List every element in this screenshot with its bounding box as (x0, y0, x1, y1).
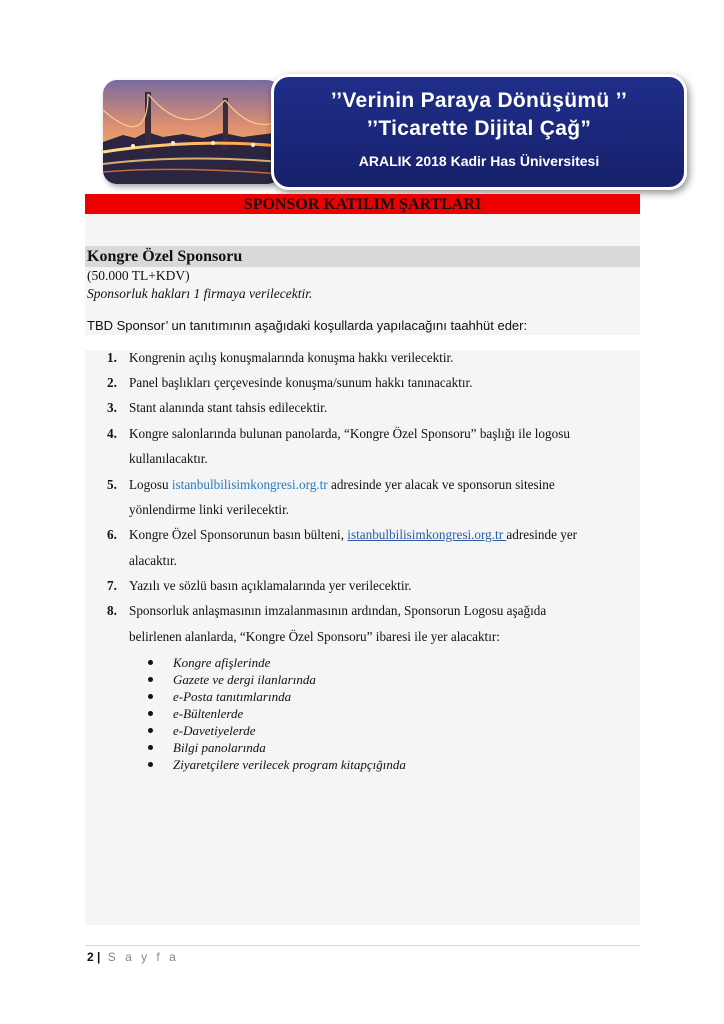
list-number: 4. (107, 426, 117, 441)
congress-site-link[interactable]: istanbulbilisimkongresi.org.tr (171, 477, 328, 492)
banner-line-3: ARALIK 2018 Kadir Has Üniversitesi (358, 153, 600, 169)
list-text (129, 522, 577, 548)
bullet-dot-icon (148, 660, 153, 665)
list-text: Panel başlıkları çerçevesinde konuşma/sunum hakkı tanınacaktır. (129, 375, 473, 390)
page-number: 2 (87, 950, 94, 964)
rights-note: Sponsorluk hakları 1 firmaya verilecektir. (87, 286, 313, 301)
list-text: alacaktır. (129, 553, 177, 568)
bullet-dot-icon (148, 711, 153, 716)
intro-text: TBD Sponsor’ un tanıtımının aşağıdaki koşullarda yapılacağını taahhüt eder: (87, 318, 528, 333)
list-number: 8. (107, 603, 117, 618)
list-number: 6. (107, 527, 117, 542)
list-text-pre: Kongre Özel Sponsorunun basın bülteni, (129, 527, 348, 542)
list-text: kullanılacaktır. (129, 451, 208, 466)
list-text: Stant alanında stant tahsis edilecektir. (129, 400, 328, 415)
price: (50.000 TL+KDV) (87, 268, 190, 283)
list-text-post: adresinde yer alacak ve sponsorun sitesine (327, 477, 555, 492)
list-text-post: adresinde yer (506, 527, 578, 542)
page-footer (87, 950, 179, 964)
list-text: Kongrenin açılış konuşmalarında konuşma hakkı verilecektir. (129, 350, 454, 365)
shade-block-top (85, 214, 640, 246)
list-number: 5. (107, 477, 117, 492)
list-number: 7. (107, 578, 117, 593)
bridge-photo (103, 80, 281, 184)
bullet-text: Bilgi panolarında (173, 740, 266, 755)
bullet-dot-icon (148, 745, 153, 750)
section-title: SPONSOR KATILIM ŞARTLARI (85, 194, 640, 214)
bullet-text: e-Davetiyelerde (173, 723, 256, 738)
list-text: yönlendirme linki verilecektir. (129, 502, 290, 517)
bullet-text: Ziyaretçilere verilecek program kitapçığında (173, 757, 406, 772)
list-text: Yazılı ve sözlü basın açıklamalarında yer verilecektir. (129, 578, 412, 593)
list-text-pre: Logosu (129, 477, 172, 492)
banner-line-1: ’’Verinin Paraya Dönüşümü ’’ (330, 89, 628, 112)
sponsor-heading: Kongre Özel Sponsoru (85, 246, 640, 267)
bullet-text: Kongre afişlerinde (173, 655, 271, 670)
footer-separator: | (97, 950, 101, 964)
list-text: Sponsorluk anlaşmasının imzalanmasının ardından, Sponsorun Logosu aşağıda (129, 603, 547, 618)
banner-title-box (271, 74, 687, 190)
bullet-dot-icon (148, 677, 153, 682)
list-text (129, 472, 555, 498)
list-number: 2. (107, 375, 117, 390)
list-text: belirlenen alanlarda, “Kongre Özel Sponsoru” ibaresi ile yer alacaktır: (129, 629, 500, 644)
bullet-text: Gazete ve dergi ilanlarında (173, 672, 316, 687)
page-label: S a y f a (107, 950, 179, 964)
list-number: 3. (107, 400, 117, 415)
congress-site-link[interactable]: istanbulbilisimkongresi.org.tr (347, 527, 507, 542)
bullet-dot-icon (148, 728, 153, 733)
congress-banner (95, 72, 687, 190)
bullet-text: e-Posta tanıtımlarında (173, 689, 292, 704)
bullet-dot-icon (148, 762, 153, 767)
footer-divider (85, 945, 640, 946)
list-number: 1. (107, 350, 117, 365)
banner-line-2: ’’Ticarette Dijital Çağ” (366, 117, 592, 140)
bullet-text: e-Bültenlerde (173, 706, 244, 721)
list-text: Kongre salonlarında bulunan panolarda, “Kongre Özel Sponsoru” başlığı ile logosu (129, 426, 570, 441)
bullet-dot-icon (148, 694, 153, 699)
